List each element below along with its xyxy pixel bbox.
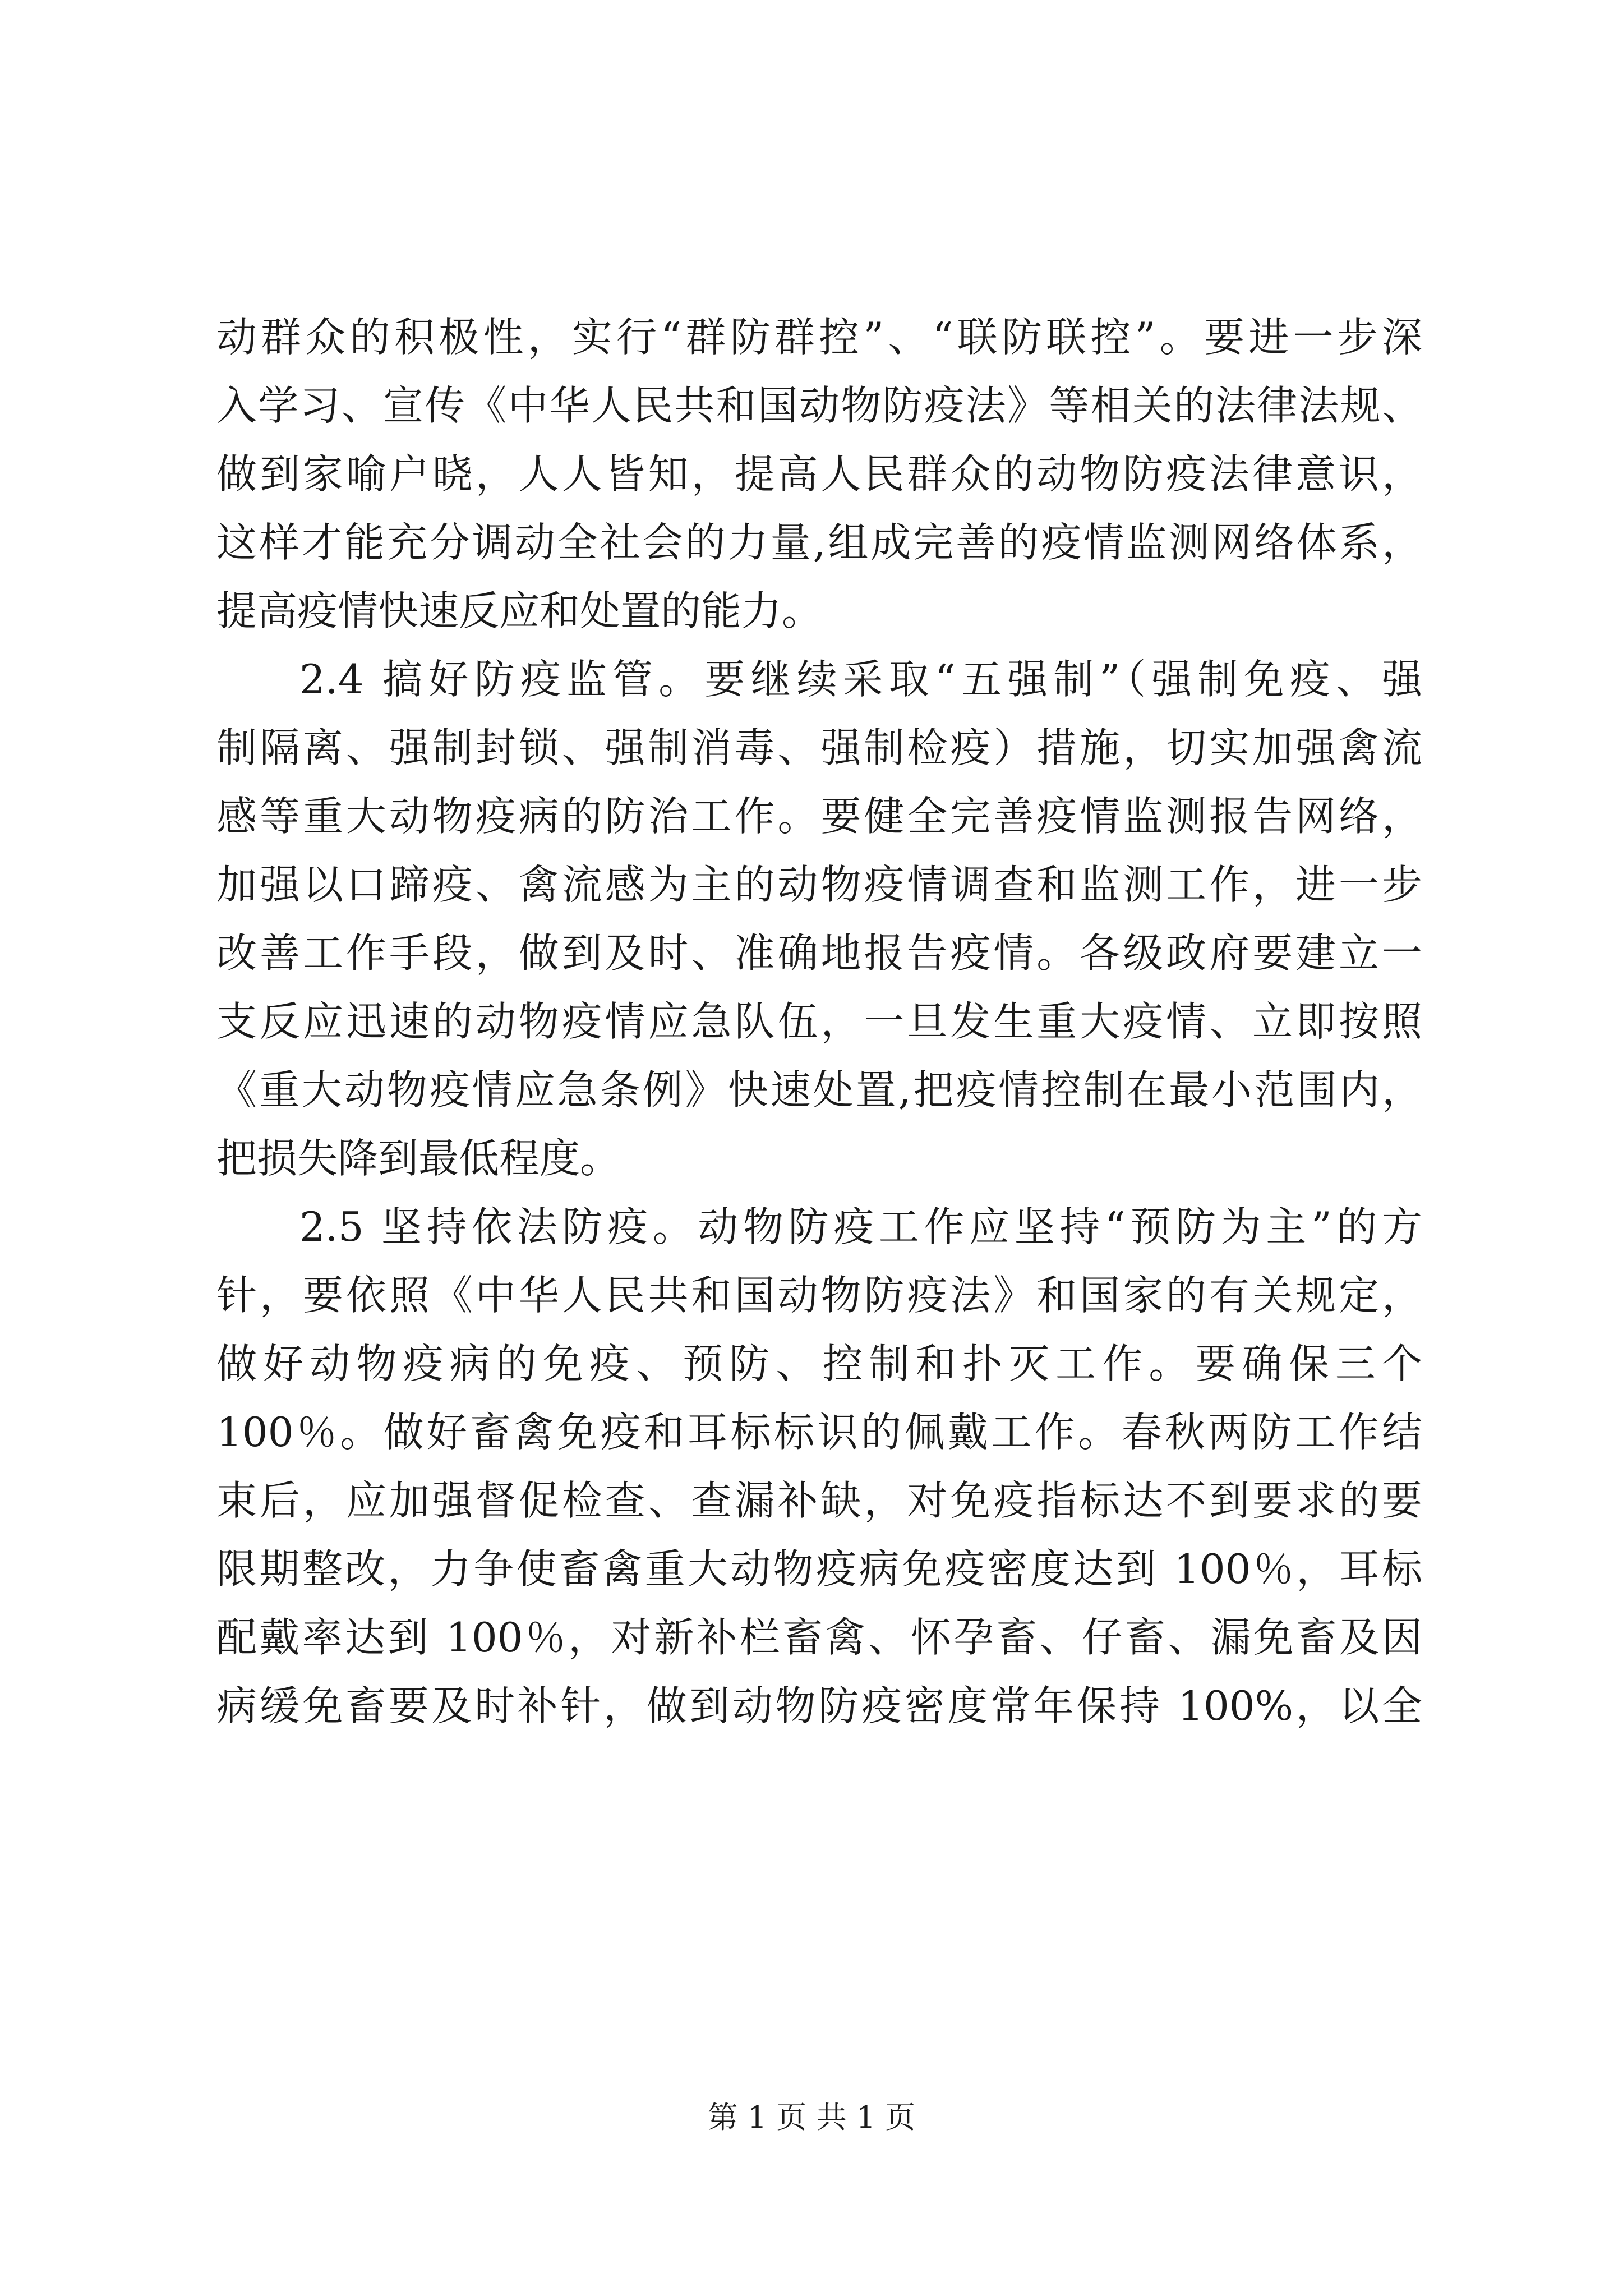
text-line: 入学习、宣传《中华人民共和国动物防疫法》等相关的法律法规、 (216, 382, 1422, 429)
text-line: 针，要依照《中华人民共和国动物防疫法》和国家的有关规定， (216, 1272, 1422, 1319)
text-line: 感等重大动物疫病的防治工作。要健全完善疫情监测报告网络， (216, 793, 1422, 840)
text-line: 病缓免畜要及时补针，做到动物防疫密度常年保持 100%，以全 (216, 1682, 1422, 1729)
text-line: 2.5 坚持依法防疫。动物防疫工作应坚持“预防为主”的方 (299, 1203, 1422, 1250)
text-line: 限期整改，力争使畜禽重大动物疫病免疫密度达到 100％，耳标 (216, 1545, 1422, 1593)
text-line: 把损失降到最低程度。 (216, 1135, 621, 1182)
text-line: 支反应迅速的动物疫情应急队伍，一旦发生重大疫情、立即按照 (216, 998, 1422, 1045)
page-footer: 第 1 页 共 1 页 (707, 2100, 916, 2135)
document-body (216, 303, 1422, 1740)
text-line: 做到家喻户晓，人人皆知，提高人民群众的动物防疫法律意识， (216, 450, 1422, 498)
text-line: 这样才能充分调动全社会的力量,组成完善的疫情监测网络体系， (216, 519, 1422, 566)
text-line: 《重大动物疫情应急条例》快速处置,把疫情控制在最小范围内， (216, 1066, 1422, 1114)
text-line: 100％。做好畜禽免疫和耳标标识的佩戴工作。春秋两防工作结 (216, 1409, 1422, 1456)
text-line: 提高疫情快速反应和处置的能力。 (216, 587, 823, 634)
text-line: 2.4 搞好防疫监管。要继续采取“五强制”（强制免疫、强 (299, 656, 1422, 703)
text-line: 做好动物疫病的免疫、预防、控制和扑灭工作。要确保三个 (216, 1340, 1422, 1387)
text-line: 制隔离、强制封锁、强制消毒、强制检疫）措施，切实加强禽流 (216, 724, 1422, 771)
text-line: 动群众的积极性，实行“群防群控”、“联防联控”。要进一步深 (216, 314, 1422, 361)
text-line: 配戴率达到 100％，对新补栏畜禽、怀孕畜、仔畜、漏免畜及因 (216, 1614, 1422, 1661)
text-line: 改善工作手段，做到及时、准确地报告疫情。各级政府要建立一 (216, 930, 1422, 977)
text-line: 束后，应加强督促检查、查漏补缺，对免疫指标达不到要求的要 (216, 1477, 1422, 1524)
text-line: 加强以口蹄疫、禽流感为主的动物疫情调查和监测工作，进一步 (216, 861, 1422, 908)
